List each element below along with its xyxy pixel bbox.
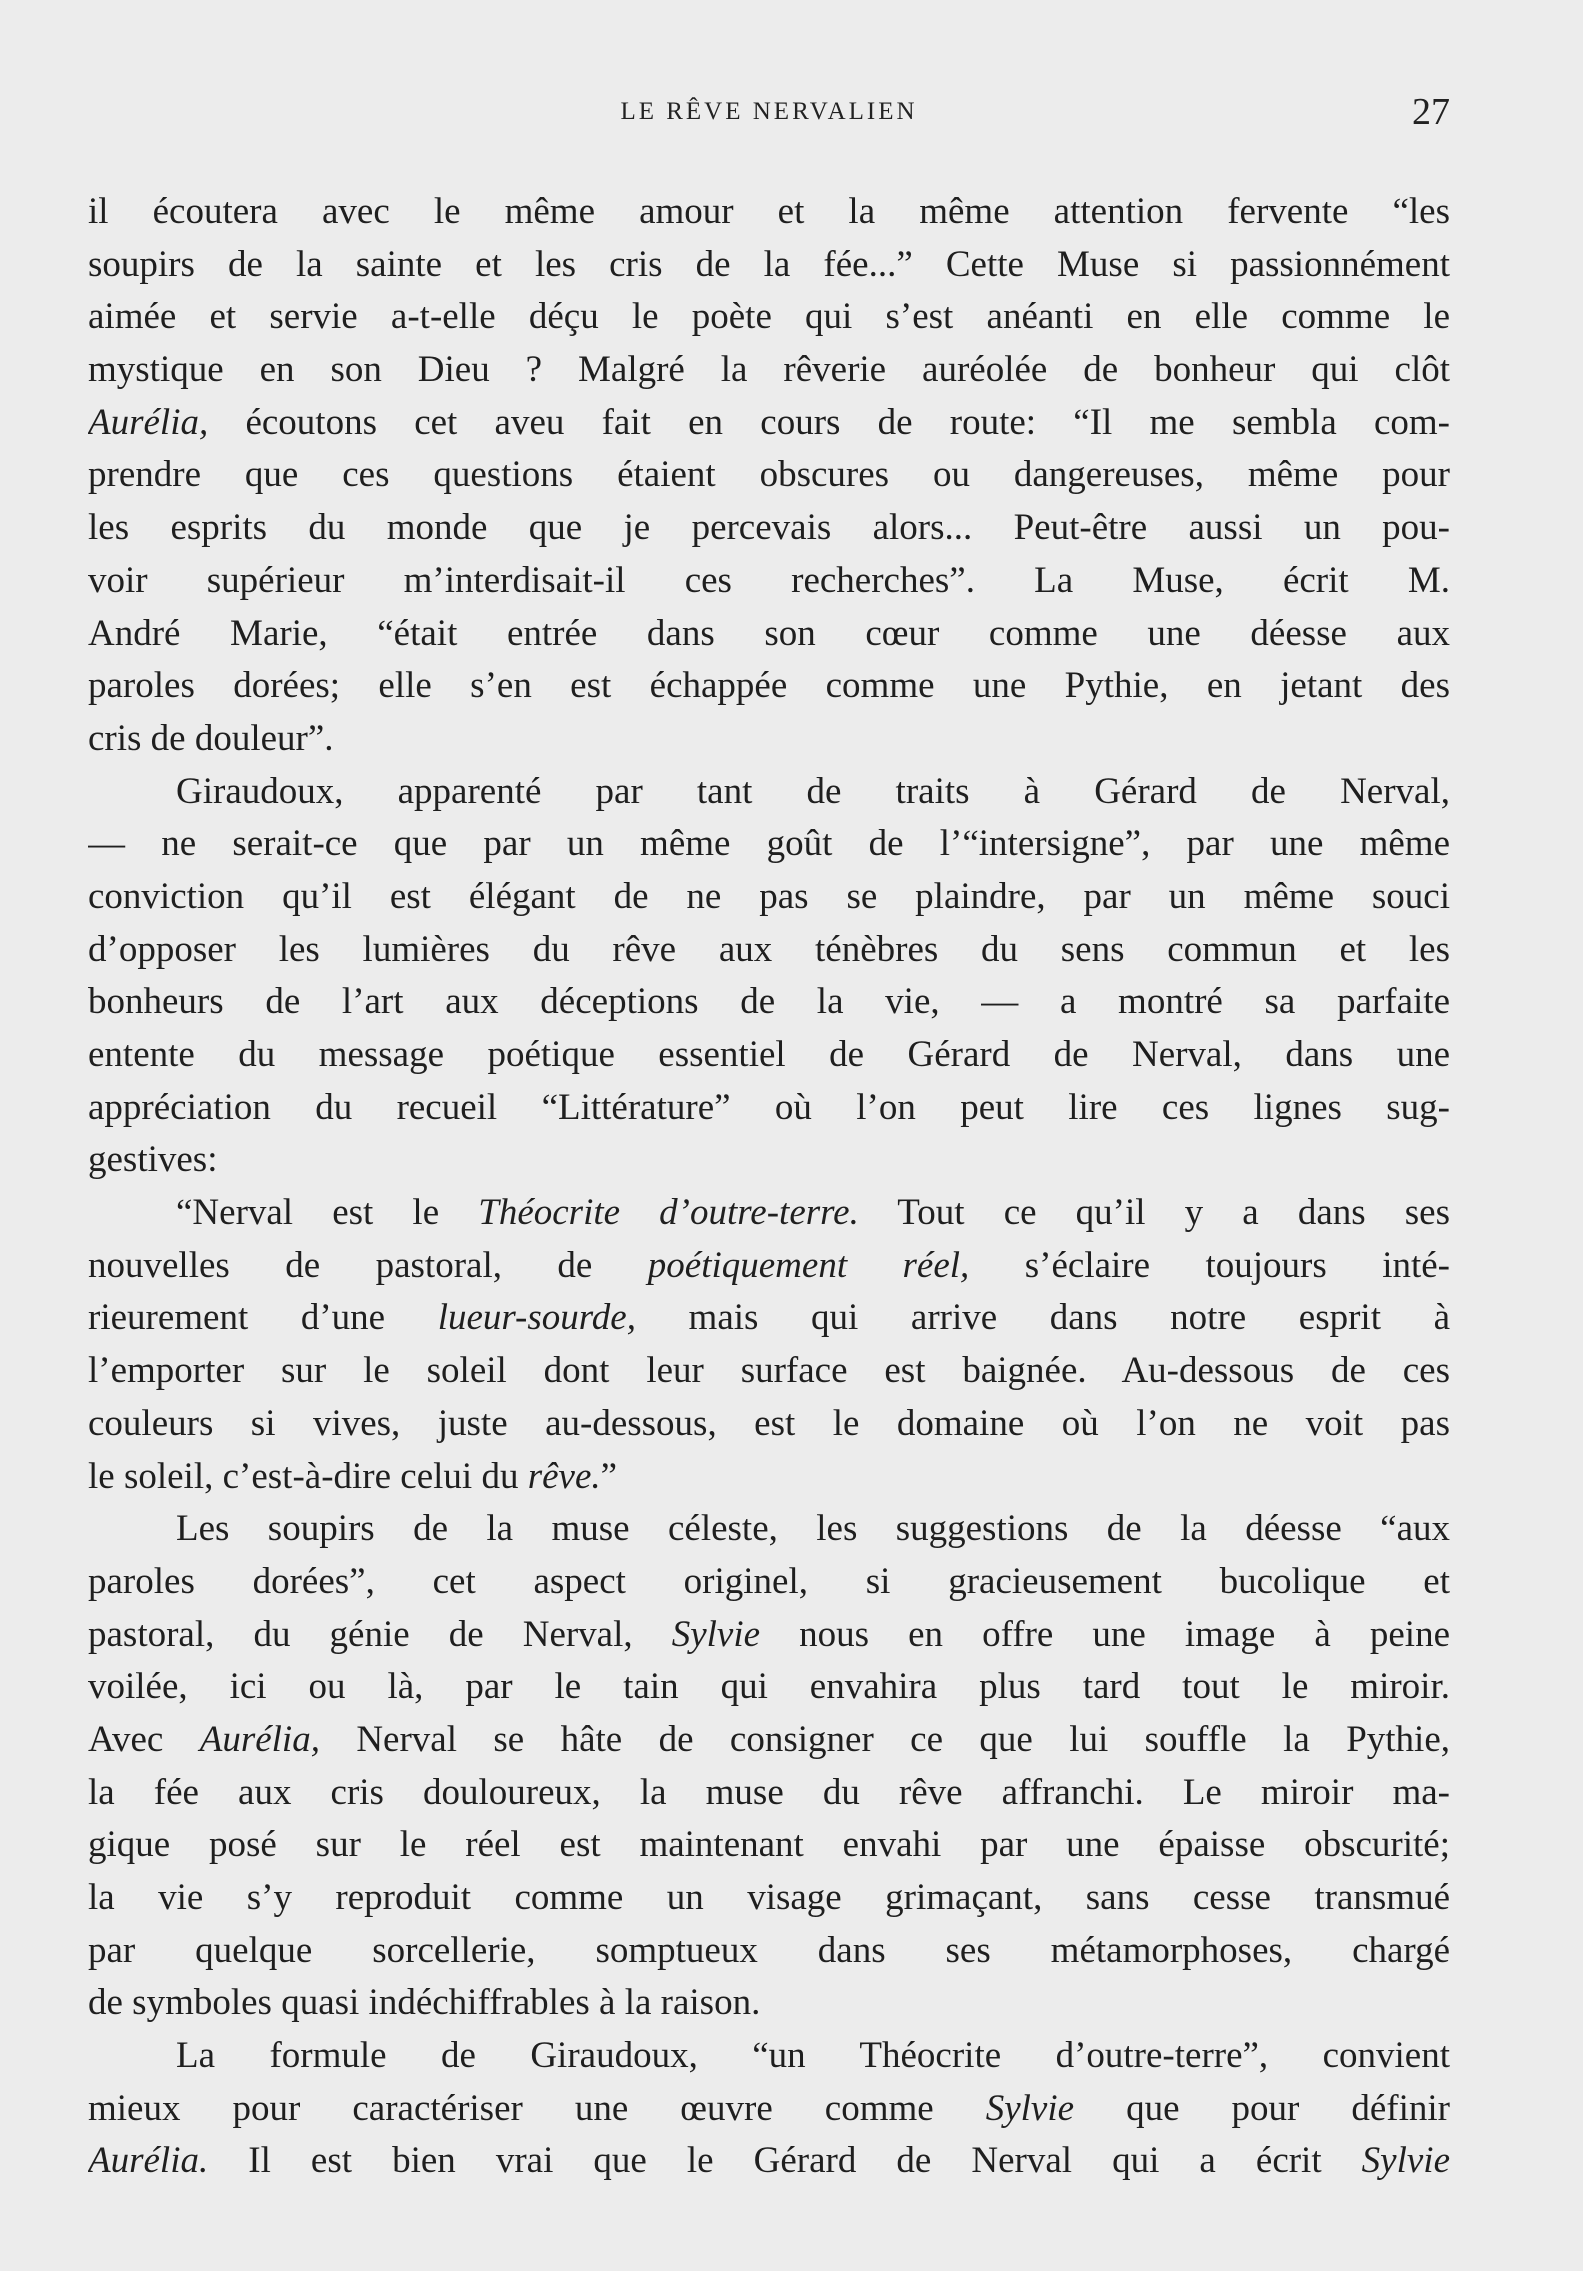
- text-line: paroles dorées; elle s’en est échappée comme une Pythie, en jetant des: [88, 665, 1450, 707]
- italic-title: Aurélia,: [88, 401, 209, 443]
- text-line: — ne serait-ce que par un même goût de l’“intersigne”, par une même: [88, 823, 1450, 865]
- text-line: bonheurs de l’art aux déceptions de la vie, — a montré sa parfaite: [88, 981, 1450, 1023]
- text-line: Aurélia, écoutons cet aveu fait en cours de route: “Il me sembla com-: [88, 401, 1450, 443]
- text-line: les esprits du monde que je percevais alors... Peut-être aussi un pou-: [88, 507, 1450, 549]
- text-line: conviction qu’il est élégant de ne pas se plaindre, par un même souci: [88, 875, 1450, 917]
- text-line: mieux pour caractériser une œuvre comme Sylvie que pour définir: [88, 2087, 1450, 2129]
- text-line: voir supérieur m’interdisait-il ces recherches”. La Muse, écrit M.: [88, 559, 1450, 601]
- italic-phrase: Théocrite d’outre-terre.: [478, 1192, 859, 1234]
- text-line: Les soupirs de la muse céleste, les suggestions de la déesse “aux: [176, 1508, 1450, 1550]
- text-line: André Marie, “était entrée dans son cœur comme une déesse aux: [88, 612, 1450, 654]
- italic-phrase: poétiquement réel,: [647, 1244, 970, 1286]
- text-line: l’emporter sur le soleil dont leur surface est baignée. Au-dessous de ces: [88, 1350, 1450, 1392]
- text-line: prendre que ces questions étaient obscures ou dangereuses, même pour: [88, 454, 1450, 496]
- text-line: Giraudoux, apparenté par tant de traits à Gérard de Nerval,: [176, 770, 1450, 812]
- text-line: soupirs de la sainte et les cris de la fée...” Cette Muse si passionnément: [88, 243, 1450, 285]
- body-text: [88, 186, 1450, 2188]
- text-line: il écoutera avec le même amour et la même attention fervente “les: [88, 191, 1450, 232]
- text-line: la vie s’y reproduit comme un visage grimaçant, sans cesse transmué: [88, 1877, 1450, 1918]
- italic-title: Sylvie: [985, 2087, 1075, 2129]
- text-line: mystique en son Dieu ? Malgré la rêverie auréolée de bonheur qui clôt: [88, 349, 1450, 391]
- text-line: rieurement d’une lueur-sourde, mais qui arrive dans notre esprit à: [88, 1297, 1450, 1339]
- italic-phrase: lueur-sourde,: [437, 1297, 636, 1339]
- text-line: pastoral, du génie de Nerval, Sylvie nous en offre une image à peine: [88, 1613, 1450, 1655]
- text-line: d’opposer les lumières du rêve aux ténèbres du sens commun et les: [88, 928, 1450, 970]
- text-line: “Nerval est le Théocrite d’outre-terre. Tout ce qu’il y a dans ses: [176, 1192, 1450, 1234]
- text-line: aimée et servie a-t-elle déçu le poète qui s’est anéanti en elle comme le: [88, 296, 1450, 338]
- text-line: gique posé sur le réel est maintenant envahi par une épaisse obscurité;: [88, 1824, 1450, 1866]
- text-line: nouvelles de pastoral, de poétiquement réel, s’éclaire toujours inté-: [88, 1244, 1450, 1286]
- text-line: couleurs si vives, juste au-dessous, est le domaine où l’on ne voit pas: [88, 1402, 1450, 1444]
- running-head: [88, 90, 1450, 140]
- text-line: de symboles quasi indéchiffrables à la raison.: [88, 1982, 761, 2024]
- italic-title: Aurélia.: [88, 2140, 209, 2182]
- text-line: Avec Aurélia, Nerval se hâte de consigner ce que lui souffle la Pythie,: [88, 1718, 1450, 1760]
- text-line: le soleil, c’est-à-dire celui du rêve.”: [88, 1455, 618, 1497]
- text-line: cris de douleur”.: [88, 717, 334, 759]
- text-line: Aurélia. Il est bien vrai que le Gérard de Nerval qui a écrit Sylvie: [88, 2140, 1450, 2182]
- running-title: LE RÊVE NERVALIEN: [620, 98, 918, 125]
- italic-title: Sylvie: [1361, 2140, 1450, 2182]
- text-line: La formule de Giraudoux, “un Théocrite d’outre-terre”, convient: [176, 2035, 1450, 2077]
- italic-title: Sylvie: [671, 1613, 761, 1655]
- text-line: la fée aux cris douloureux, la muse du rêve affranchi. Le miroir ma-: [88, 1771, 1450, 1813]
- text-line: entente du message poétique essentiel de Gérard de Nerval, dans une: [88, 1034, 1450, 1075]
- text-line: appréciation du recueil “Littérature” où l’on peut lire ces lignes sug-: [88, 1086, 1450, 1128]
- text-line: voilée, ici ou là, par le tain qui envahira plus tard tout le miroir.: [88, 1666, 1450, 1708]
- text-line: par quelque sorcellerie, somptueux dans ses métamorphoses, chargé: [88, 1929, 1450, 1971]
- italic-title: Aurélia,: [199, 1718, 320, 1760]
- page-number: 27: [1412, 91, 1450, 133]
- italic-phrase: rêve.: [527, 1455, 601, 1497]
- text-line: paroles dorées”, cet aspect originel, si gracieusement bucolique et: [88, 1560, 1450, 1602]
- text-line: gestives:: [88, 1139, 218, 1181]
